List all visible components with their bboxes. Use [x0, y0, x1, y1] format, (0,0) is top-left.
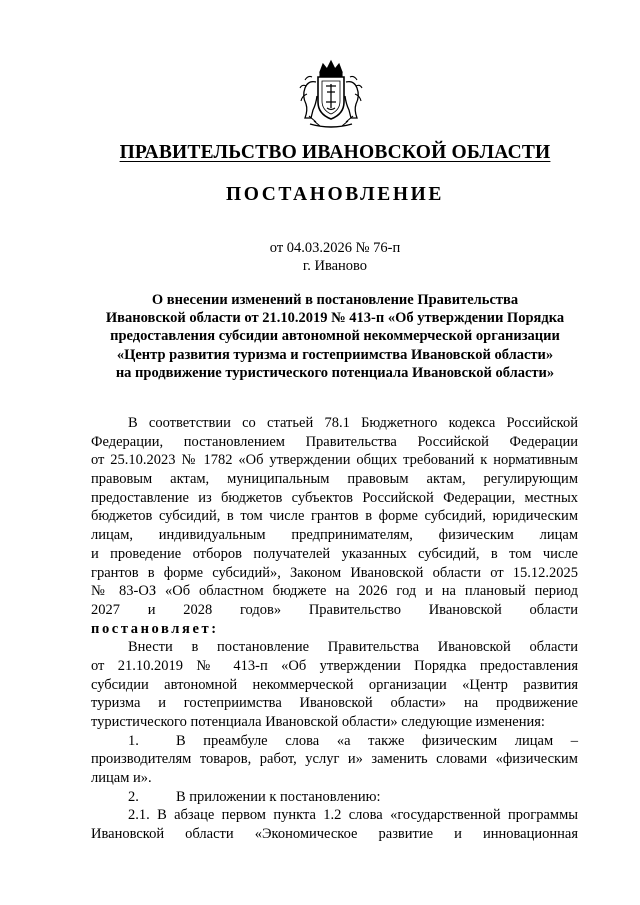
body-line: туристического потенциала Ивановской области» следующие изменения:: [91, 714, 545, 730]
body-line: Внести в постановление Правительства Ивановской области: [128, 639, 578, 656]
body-line: и проведение отборов получателей указанных субсидий, в том числе: [91, 545, 578, 562]
body-line: бюджетов субсидий, в том числе грантов в форме субсидий, юридическим: [91, 508, 578, 525]
document-city: г. Иваново: [302, 258, 368, 274]
subject-line: предоставления субсидии автономной некоммерческой организации: [110, 328, 560, 345]
body-line: В соответствии со статьей 78.1 Бюджетного кодекса Российской: [128, 415, 578, 431]
body-line: 2027 и 2028 годов» Правительство Ивановской области: [91, 601, 578, 618]
body-line: туризма и гостеприимства Ивановской области» на продвижение: [91, 695, 578, 712]
decrees-word: постановляет: [91, 620, 212, 637]
subject-line: Ивановской области от 21.10.2019 № 413-п «Об утверждении Порядка: [105, 310, 565, 327]
document-type-title: ПОСТАНОВЛЕНИЕ: [225, 184, 445, 205]
body-line: 2.1. В абзаце первом пункта 1.2 слова «государственной программы: [128, 807, 578, 824]
coat-of-arms-emblem: [296, 58, 366, 132]
subject-line: на продвижение туристического потенциала Ивановской области»: [115, 364, 555, 381]
item-1-line: 1. В преамбуле слова «а также физическим лицам –: [128, 732, 578, 749]
item-number: 2.: [128, 788, 139, 805]
body-line: от 25.10.2023 № 1782 «Об утверждении общих требований к нормативным: [91, 452, 578, 469]
subject-line: «Центр развития туризма и гостеприимства Ивановской области»: [116, 346, 554, 363]
body-line: правовым актам, муниципальным правовым актам, регулирующим: [91, 471, 578, 488]
body-line: предоставление из бюджетов субъектов Российской Федерации, местных: [91, 489, 578, 506]
item-number: 1.: [128, 732, 139, 749]
body-line: Федерации, постановлением Правительства Российской Федерации: [91, 433, 578, 450]
body-line: № 83-ОЗ «Об областном бюджете на 2026 год и на плановый период: [91, 583, 578, 600]
body-line: лицам и».: [91, 770, 152, 787]
body-line: от 21.10.2019 № 413-п «Об утверждении Порядка предоставления: [91, 657, 578, 674]
document-date-number: от 04.03.2026 № 76-п: [269, 240, 401, 256]
document-body: [91, 414, 578, 844]
body-line: грантов в форме субсидий», Законом Ивановской области от 15.12.2025: [91, 564, 578, 581]
body-line: Ивановской области «Экономическое развитие и инновационная: [91, 826, 578, 843]
body-line: субсидии автономной некоммерческой организации «Центр развития: [91, 676, 578, 693]
decrees-line: постановляет:: [91, 620, 217, 637]
body-line: производителям товаров, работ, услуг и» заменить словами «физическим: [91, 751, 578, 768]
government-title: ПРАВИТЕЛЬСТВО ИВАНОВСКОЙ ОБЛАСТИ: [119, 142, 551, 163]
item-2-line: 2. В приложении к постановлению:: [128, 788, 381, 805]
document-subject: [90, 291, 580, 382]
body-line: лицам, индивидуальным предпринимателям, физическим лицам: [91, 527, 578, 544]
subject-line: О внесении изменений в постановление Правительства: [151, 292, 519, 308]
